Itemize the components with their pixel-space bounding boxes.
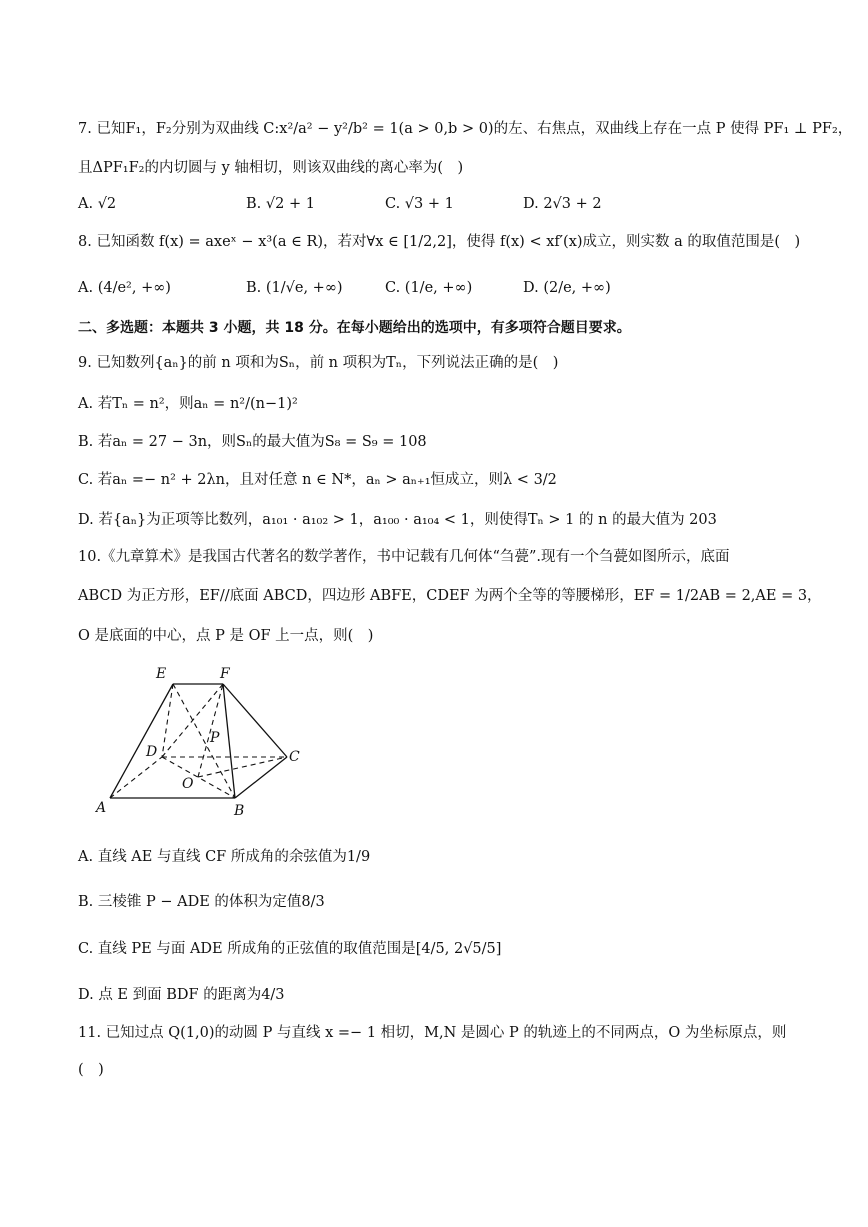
figure-label-o: O [182,776,194,792]
q8-option-d: D. (2/e, +∞) [523,280,611,296]
q8-stem: 8. 已知函数 f(x) = axeˣ − x³(a ∈ R)，若对∀x ∈ [1/2,2]，使得 f(x) < xf′(x)成立，则实数 a 的取值范围是( ) [78,234,801,250]
q7-option-a: A. √2 [78,196,117,212]
q8-option-b: B. (1/√e, +∞) [246,280,343,296]
q10-stem-line1: 10.《九章算术》是我国古代著名的数学著作，书中记载有几何体“刍甍”.现有一个刍甍如图所示，底面 [78,549,730,565]
q7-option-d: D. 2√3 + 2 [523,196,602,212]
q7-option-b: B. √2 + 1 [246,196,315,212]
chumeng-figure [90,664,320,824]
q8-option-a: A. (4/e², +∞) [78,280,171,296]
figure-label-a: A [96,800,107,816]
q9-option-b: B. 若aₙ = 27 − 3n，则Sₙ的最大值为S₈ = S₉ = 108 [78,434,427,450]
figure-label-d: D [146,744,158,760]
q10-option-c: C. 直线 PE 与面 ADE 所成角的正弦值的取值范围是[4/5, 2√5/5] [78,941,502,957]
q10-stem-line2: ABCD 为正方形，EF//底面 ABCD，四边形 ABFE，CDEF 为两个全等的等腰梯形，EF = 1/2AB = 2,AE = 3， [78,588,822,604]
q10-option-d: D. 点 E 到面 BDF 的距离为4/3 [78,987,285,1003]
figure-label-c: C [289,749,300,765]
q7-option-c: C. √3 + 1 [385,196,454,212]
q8-option-c: C. (1/e, +∞) [385,280,473,296]
q11-stem-line1: 11. 已知过点 Q(1,0)的动圆 P 与直线 x =− 1 相切，M,N 是圆心 P 的轨迹上的不同两点，O 为坐标原点，则 [78,1025,787,1041]
q9-option-a: A. 若Tₙ = n²，则aₙ = n²/(n−1)² [78,396,298,412]
q7-stem-line2: 且ΔPF₁F₂的内切圆与 y 轴相切，则该双曲线的离心率为( ) [78,160,464,176]
q9-stem: 9. 已知数列{aₙ}的前 n 项和为Sₙ，前 n 项积为Tₙ，下列说法正确的是( ) [78,355,559,371]
q7-stem-line1: 7. 已知F₁，F₂分别为双曲线 C:x²/a² − y²/b² = 1(a > 0,b > 0)的左、右焦点，双曲线上存在一点 P 使得 PF₁ ⊥ PF₂， [78,121,853,137]
figure-label-b: B [234,803,245,819]
q9-option-d: D. 若{aₙ}为正项等比数列，a₁₀₁ · a₁₀₂ > 1，a₁₀₀ · a₁₀₄ < 1，则使得Tₙ > 1 的 n 的最大值为 203 [78,512,717,528]
section-heading-multiple-choice: 二、多选题：本题共 3 小题，共 18 分。在每小题给出的选项中，有多项符合题目要求。 [78,320,631,336]
figure-label-p: P [210,730,220,746]
q10-option-a: A. 直线 AE 与直线 CF 所成角的余弦值为1/9 [78,849,371,865]
figure-label-f: F [220,666,230,682]
q10-stem-line3: O 是底面的中心，点 P 是 OF 上一点，则( ) [78,628,374,644]
q11-stem-line2: ( ) [78,1062,104,1078]
figure-label-e: E [156,666,167,682]
q10-option-b: B. 三棱锥 P − ADE 的体积为定值8/3 [78,894,325,910]
q9-option-c: C. 若aₙ =− n² + 2λn，且对任意 n ∈ N*，aₙ > aₙ₊₁恒成立，则λ < 3/2 [78,472,557,488]
